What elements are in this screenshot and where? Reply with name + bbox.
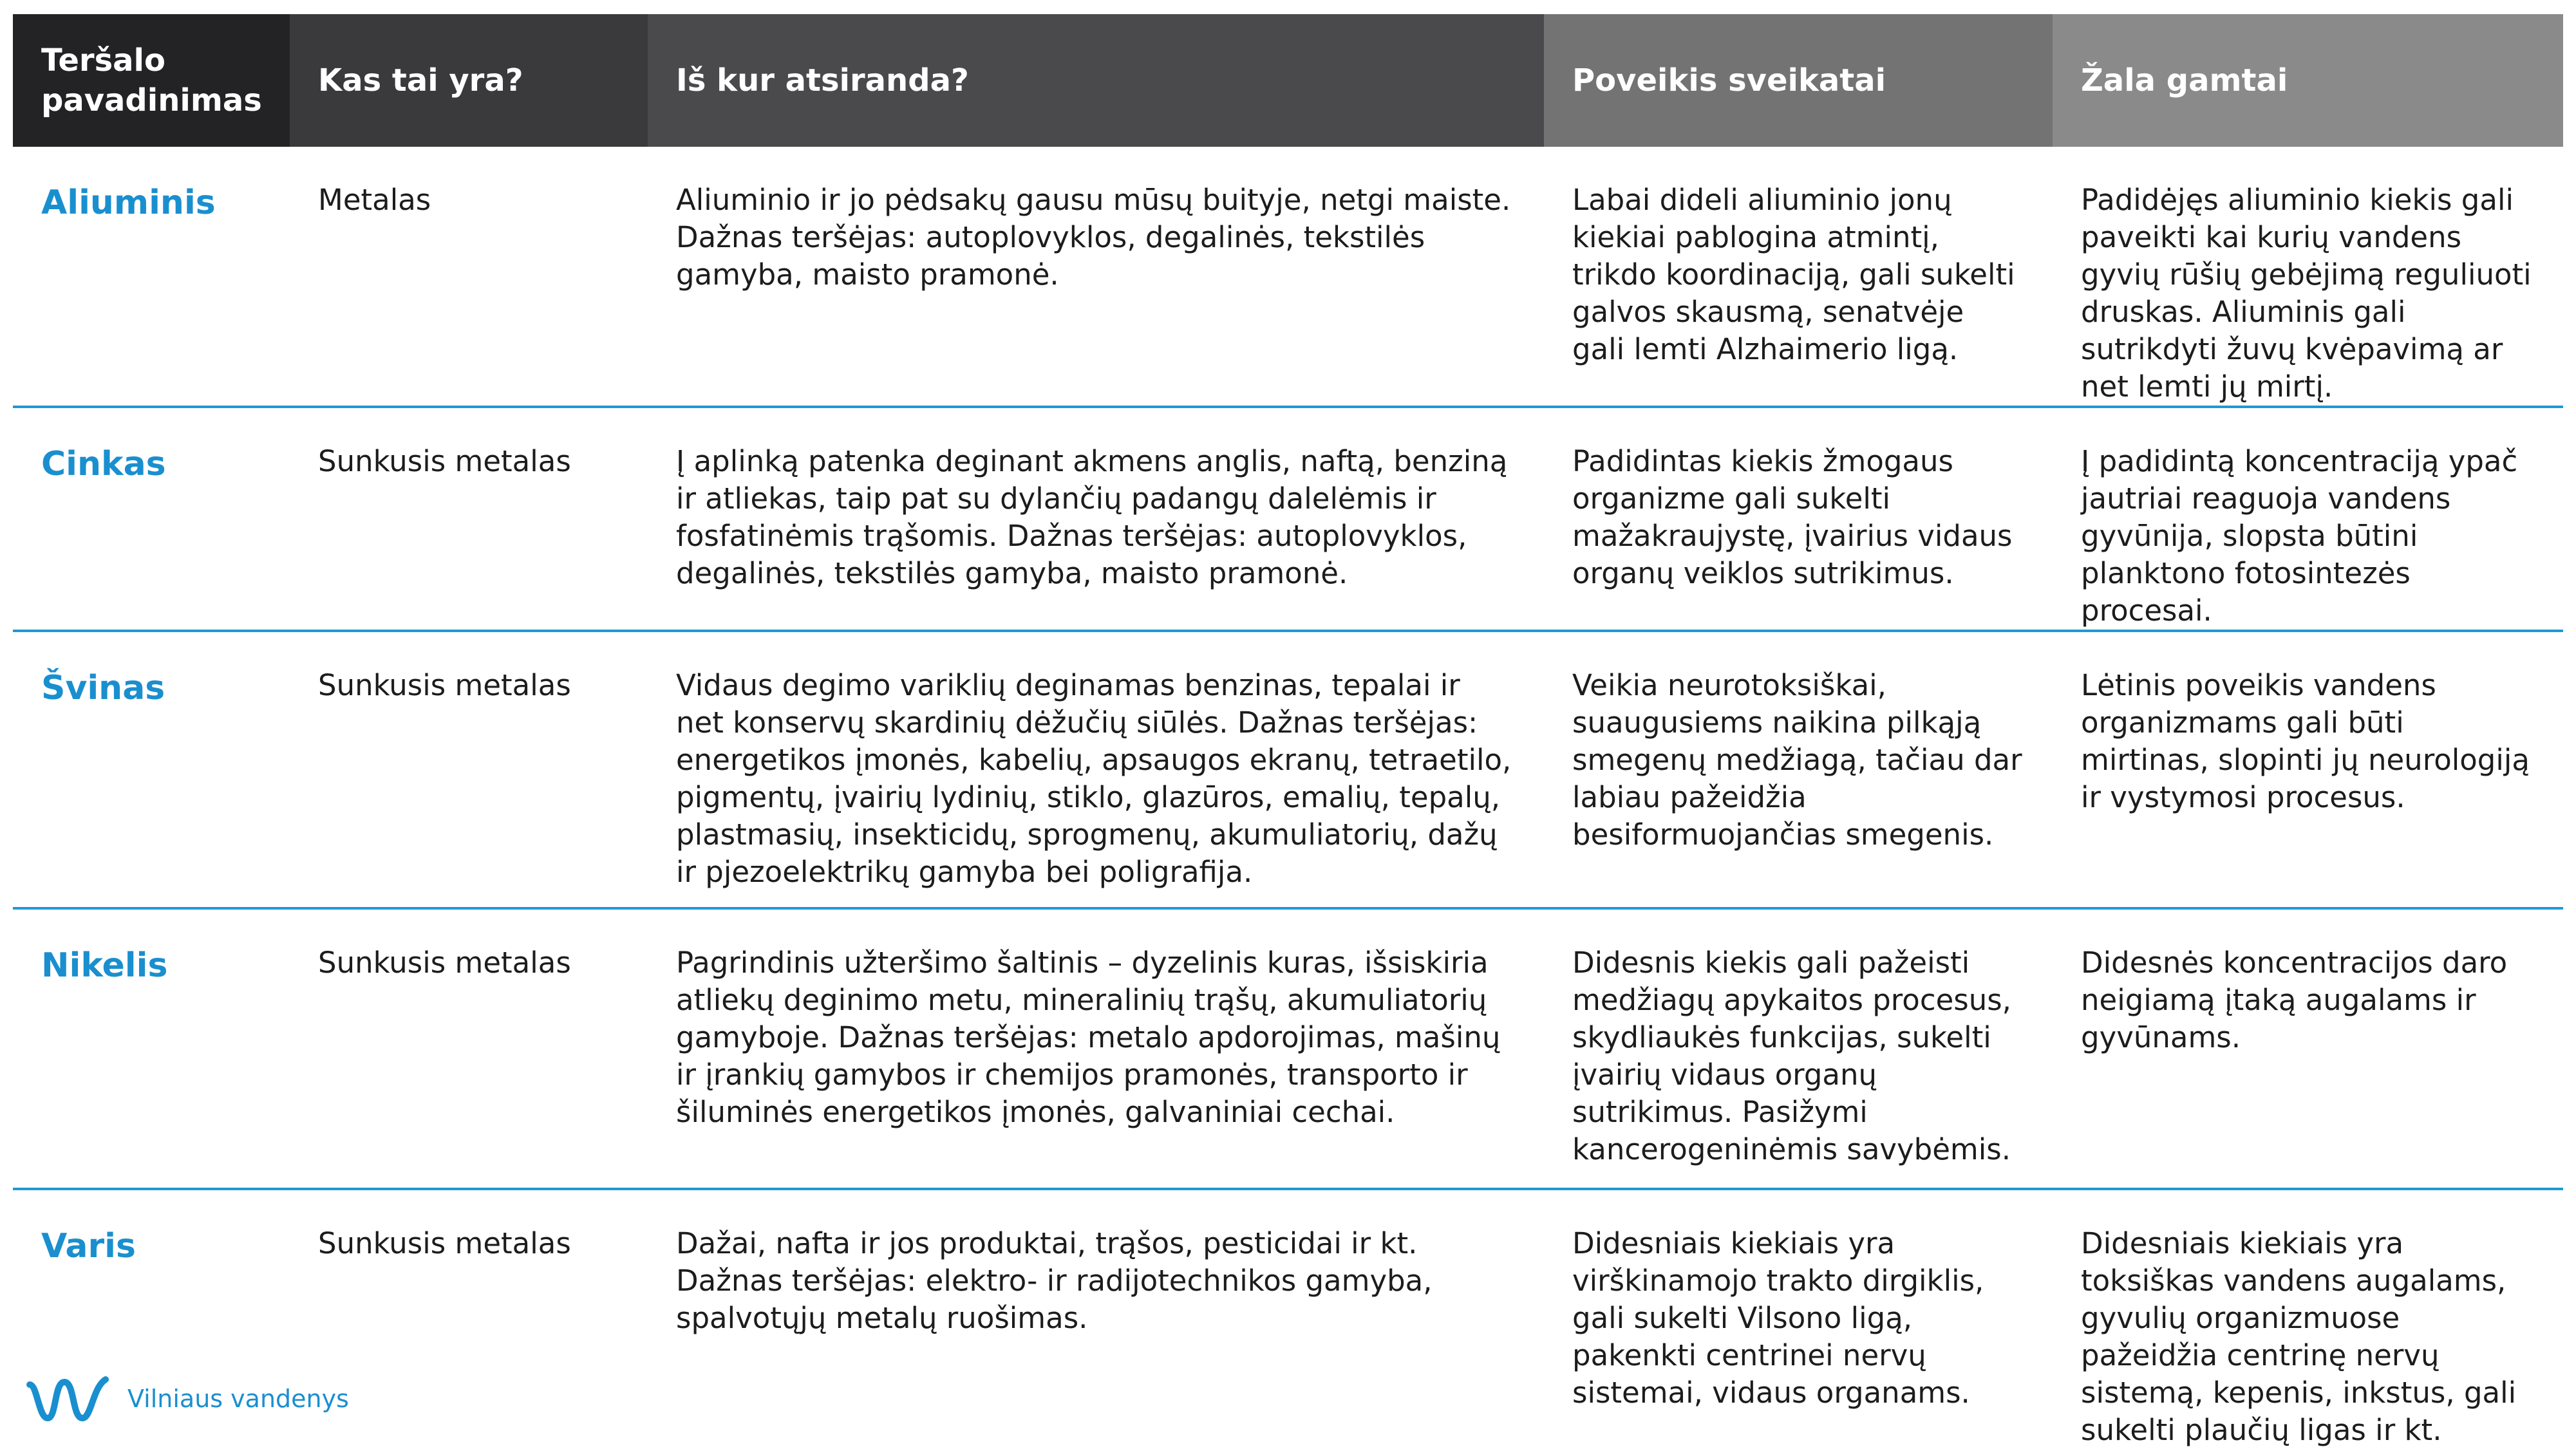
pollutant-nature-harm: Didesniais kiekiais yra toksiškas vandens augalams, gyvulių organizmuose pažeidžia centrinę nervų sistemą, kepenis, inkstus, gali sukelti plaučių ligas ir kt. [2081,1226,2517,1447]
brand-logo [26,1370,349,1428]
pollutant-name: Cinkas [13,407,290,631]
pollutant-type: Sunkusis metalas [290,407,648,631]
pollutant-source: Pagrindinis užteršimo šaltinis – dyzelinis kuras, išsiskiria atliekų deginimo metu, mineralinių trąšų, akumuliatorių gamyboje. Dažnas teršėjas: metalo apdorojimas, mašinų ir įrankių gamybos ir chemijos pramonės, transporto ir šiluminės energetikos įmonės, galvaniniai cechai. [648,908,1544,1189]
pollutant-source: Į aplinką patenka deginant akmens anglis, naftą, benziną ir atliekas, taip pat su dylančių padangų dalelėmis ir fosfatinėmis trąšomis. Dažnas teršėjas: autoplovyklos, degalinės, tekstilės gamyba, maisto pramonė. [648,407,1544,631]
pollutant-health-effect: Padidintas kiekis žmogaus organizme gali sukelti mažakraujystę, įvairius vidaus organų veiklos sutrikimus. [1544,407,2053,631]
pollutant-type: Sunkusis metalas [290,908,648,1189]
header-what-is-it: Kas tai yra? [290,14,648,147]
table-row [13,147,2563,407]
pollutant-name: Varis [41,1227,136,1266]
header-source: Iš kur atsiranda? [648,14,1544,147]
pollutants-table [13,14,2563,1449]
header-health-effect: Poveikis sveikatai [1544,14,2053,147]
pollutant-nature-harm: Didesnės koncentracijos daro neigiamą įtaką augalams ir gyvūnams. [2053,908,2563,1189]
header-row [13,14,2563,147]
pollutant-type: Sunkusis metalas [290,631,648,908]
header-pollutant-name: Teršalo pavadinimas [13,14,290,147]
pollutants-table-wrapper [13,14,2563,1449]
pollutant-type: Sunkusis metalas [318,1226,571,1260]
pollutant-health-effect: Didesnis kiekis gali pažeisti medžiagų apykaitos procesus, skydliaukės funkcijas, sukelti įvairių vidaus organų sutrikimus. Pasižymi kancerogeninėmis savybėmis. [1544,908,2053,1189]
pollutant-nature-harm: Padidėjęs aliuminio kiekis gali paveikti kai kurių vandens gyvių rūšių gebėjimą reguliuoti druskas. Aliuminis gali sutrikdyti žuvų kvėpavimą ar net lemti jų mirtį. [2053,147,2563,407]
table-row [13,908,2563,1189]
header-nature-harm: Žala gamtai [2053,14,2563,147]
pollutant-source: Dažai, nafta ir jos produktai, trąšos, pesticidai ir kt. Dažnas teršėjas: elektro- ir radijotechnikos gamyba, spalvotųjų metalų ruošimas. [676,1226,1433,1335]
pollutant-name: Aliuminis [13,147,290,407]
pollutant-name: Švinas [13,631,290,908]
table-row [13,407,2563,631]
pollutant-health-effect: Didesniais kiekiais yra virškinamojo trakto dirgiklis, gali sukelti Vilsono ligą, pakenkti centrinei nervų sistemai, vidaus organams. [1572,1226,1984,1410]
pollutant-type: Metalas [290,147,648,407]
wave-w-logo-icon [26,1373,109,1425]
table-row [13,1189,2563,1449]
brand-name: Vilniaus vandenys [127,1385,349,1413]
pollutant-health-effect: Veikia neurotoksiškai, suaugusiems naikina pilkąją smegenų medžiagą, tačiau dar labiau pažeidžia besiformuojančias smegenis. [1544,631,2053,908]
pollutant-source: Aliuminio ir jo pėdsakų gausu mūsų buityje, netgi maiste. Dažnas teršėjas: autoplovyklos, degalinės, tekstilės gamyba, maisto pramonė. [648,147,1544,407]
pollutant-health-effect: Labai dideli aliuminio jonų kiekiai pablogina atmintį, trikdo koordinaciją, gali sukelti galvos skausmą, senatvėje gali lemti Alzhaimerio ligą. [1544,147,2053,407]
pollutant-nature-harm: Į padidintą koncentraciją ypač jautriai reaguoja vandens gyvūnija, slopsta būtini planktono fotosintezės procesai. [2053,407,2563,631]
pollutant-nature-harm: Lėtinis poveikis vandens organizmams gali būti mirtinas, slopinti jų neurologiją ir vystymosi procesus. [2053,631,2563,908]
pollutant-name: Nikelis [13,908,290,1189]
table-header [13,14,2563,147]
table-row [13,631,2563,908]
pollutant-source: Vidaus degimo variklių deginamas benzinas, tepalai ir net konservų skardinių dėžučių siūlės. Dažnas teršėjas: energetikos įmonės, kabelių, apsaugos ekranų, tetraetilo, pigmentų, įvairių lydinių, stiklo, glazūros, emalių, tepalų, plastmasių, insekticidų, sprogmenų, akumuliatorių, dažų ir pjezoelektrikų gamyba bei poligrafija. [648,631,1544,908]
table-body [13,147,2563,1449]
